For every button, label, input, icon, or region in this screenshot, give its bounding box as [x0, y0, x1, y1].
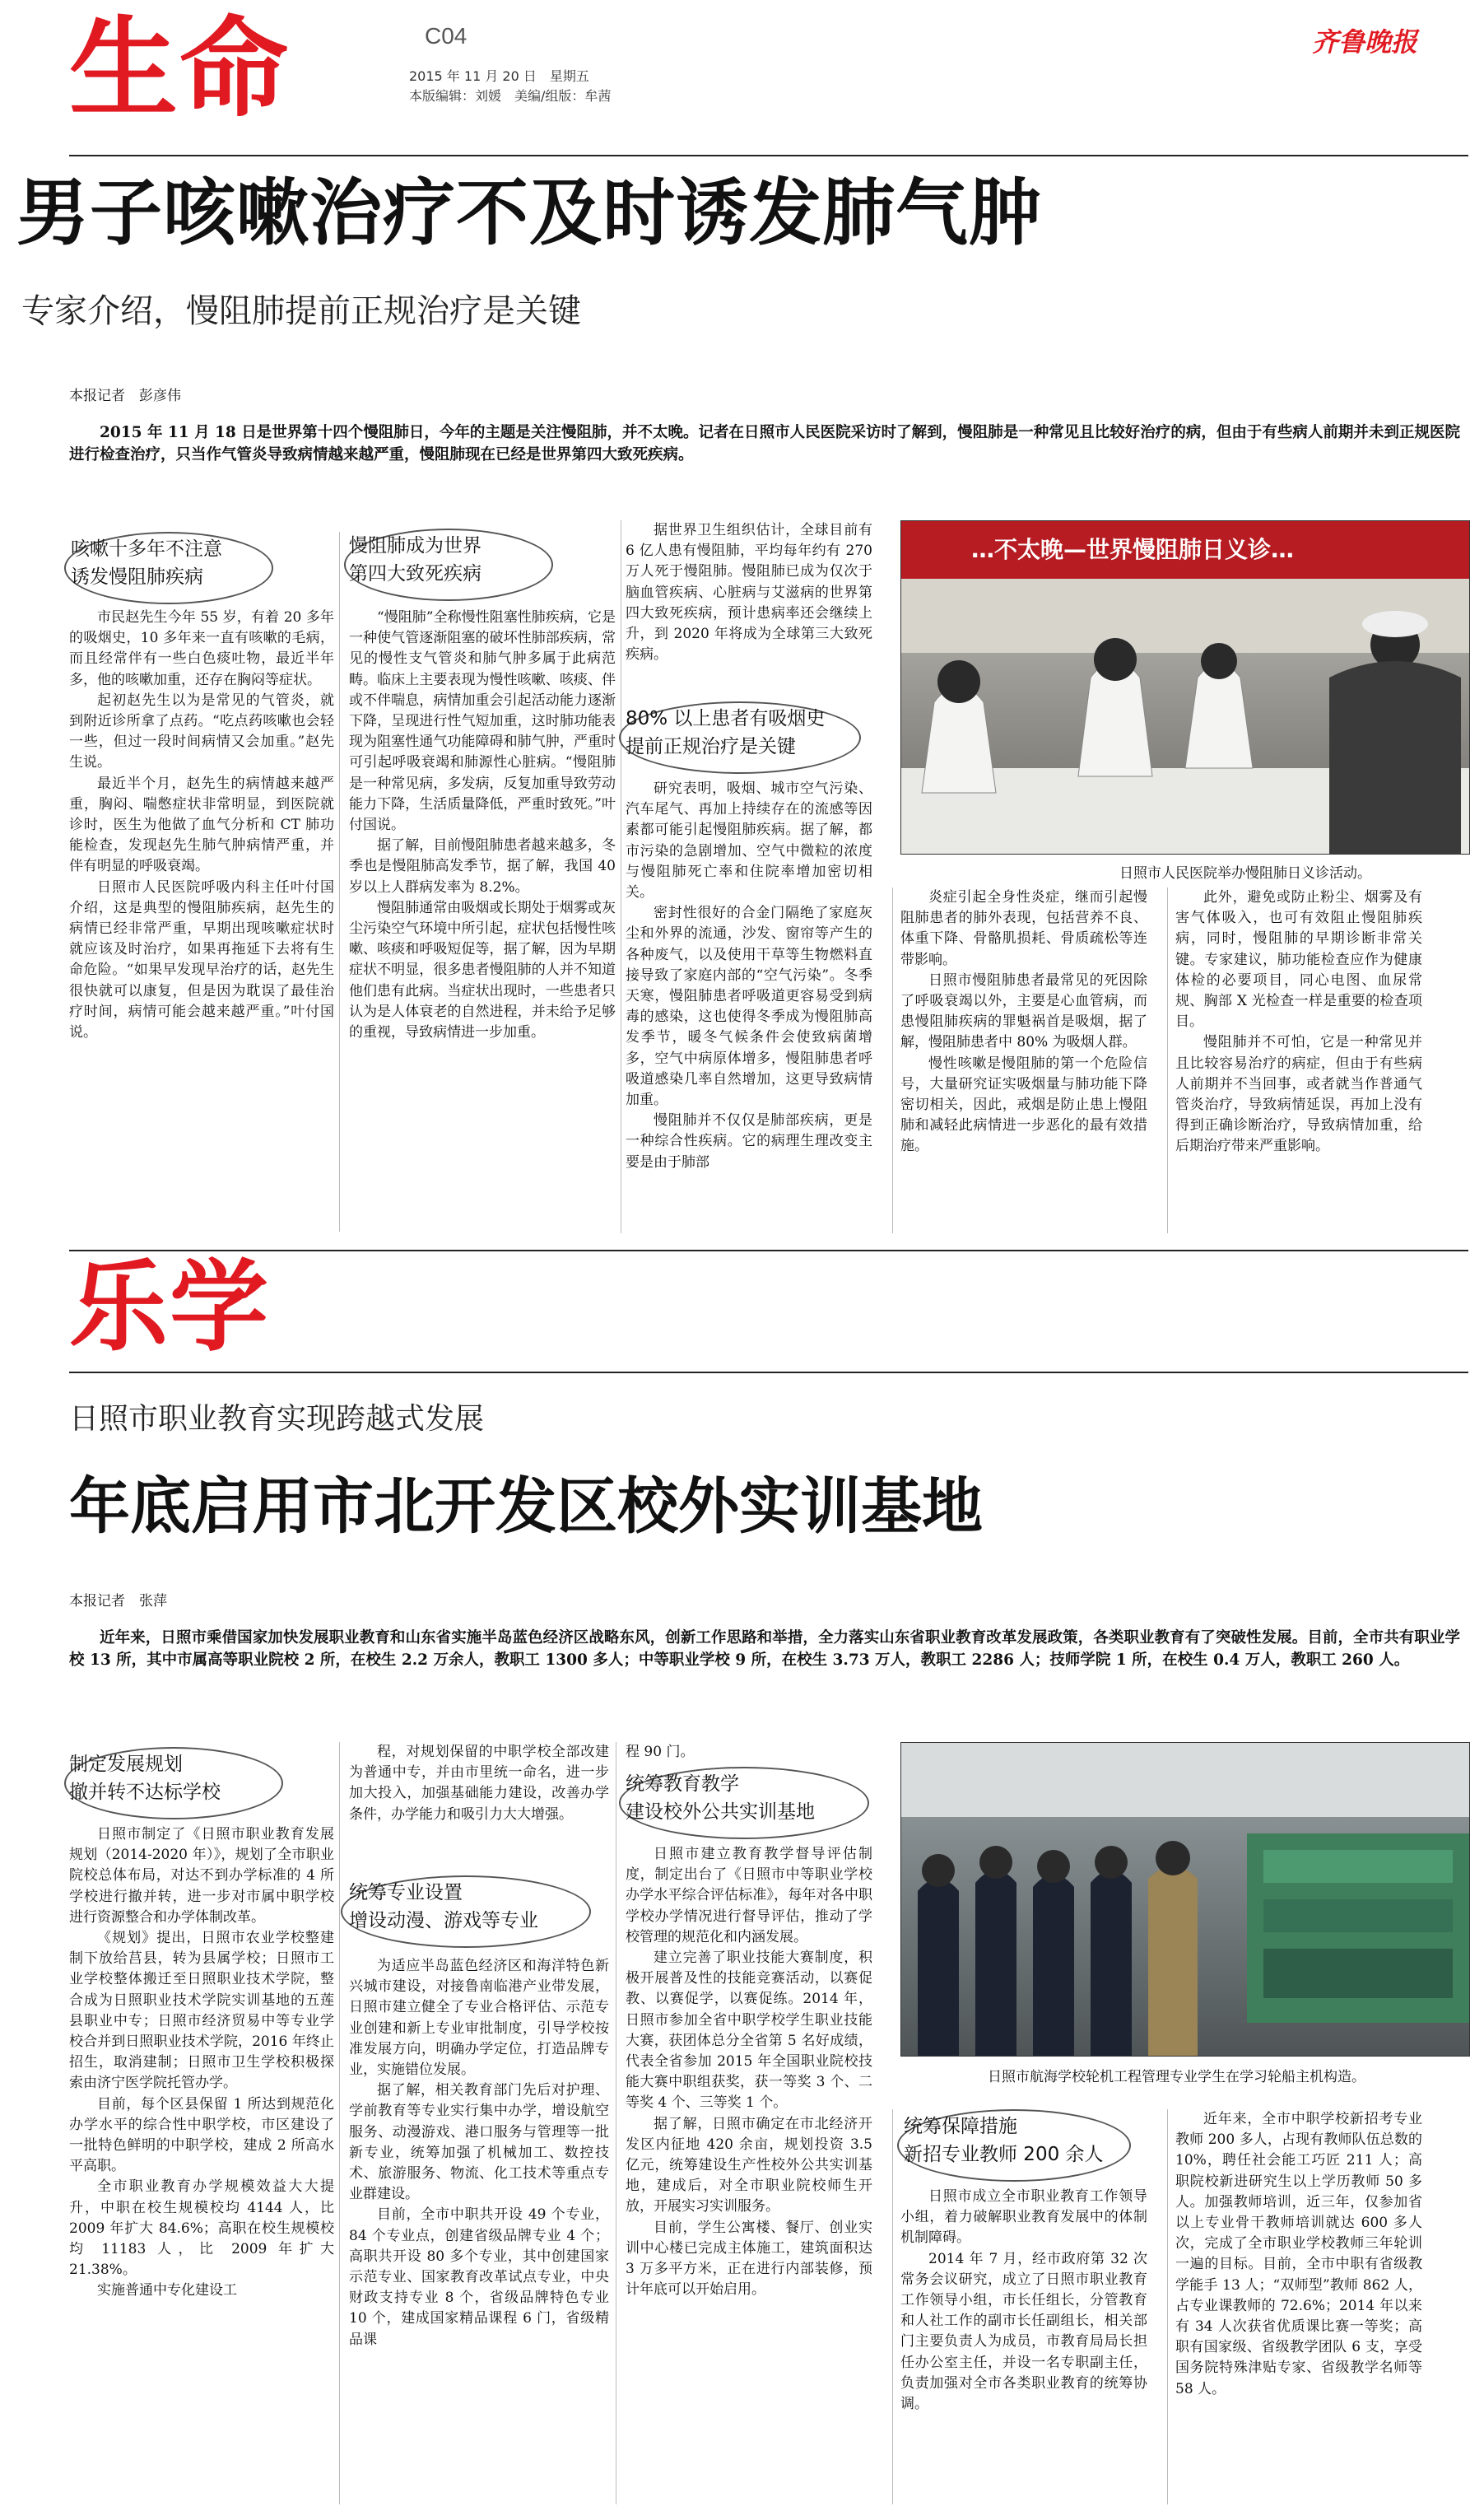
photo-caption: 日照市人民医院举办慢阻肺日义诊活动。 [1119, 865, 1371, 882]
section-rule [69, 1372, 1468, 1373]
section2-col5: 近年来，全市中职学校新招考专业教师 200 多人，占现有教师队伍总数的 10%，聘任社会能工巧匠 211 人；高职院校新进研究生以上学历教师 50 多人。加强教师培训，近三年，仅参加省以上专业骨干教师培训就达 600 多人次，完成了全市职业学校教师三年轮训一遍的目标。目前，全市中职有省级教学能手 13 人；“双师型”教师 862 人，占专业课教师的 72.6%；2014 年以来有 34 人次获省优质课比赛一等奖；高职有国家级、省级教学团队 6 支，享受国务院特殊津贴专家、省级教学名师等 58 人。 [1175, 2111, 1422, 2397]
column-divider [1167, 2109, 1168, 2504]
section2-subhead-4: 统筹保障措施 新招专业教师 200 余人 [904, 2116, 1104, 2165]
photo-banner-text: …不太晚—世界慢阻肺日义诊… [971, 536, 1295, 563]
section2-lead: 近年来，日照市乘借国家加快发展职业教育和山东省实施半岛蓝色经济区战略东风，创新工作思路和举措，全力落实山东省职业教育改革发展政策，各类职业教育有了突破性发展。目前，全市共有职业学校 13 所，其中市属高等职业院校 2 所，在校生 2.2 万余人，教职工 1300 多人；中等职业学校 9 所，在校生 3.73 万人，教职工 2286 人；技师学院 1 所，在校生 0.4 万人，教职工 260 人。 [69, 1629, 1460, 1669]
section2-subhead-3: 统筹教育教学 建设校外公共实训基地 [626, 1773, 815, 1823]
column-divider [892, 2109, 893, 2504]
section-title-learning: 乐学 [69, 1251, 270, 1365]
article1-subhead-1: 咳嗽十多年不注意 诱发慢阻肺疾病 [71, 538, 222, 588]
article1-headline: 男子咳嗽治疗不及时诱发肺气肿 [16, 170, 1043, 255]
section-title-life: 生命 [69, 6, 290, 133]
article1-col2: “慢阻肺”全称慢性阻塞性肺疾病，它是一种使气管逐渐阻塞的破坏性肺部疾病，常见的慢性支气管炎和肺气肿多属于此病范畴。临床上主要表现为慢性咳嗽、咳痰、伴或不伴喘息，病情加重会引起活动能力逐渐下降，呈现进行性气短加重，这时肺功能表现为阻塞性通气功能障碍和肺气肿，严重时可引起呼吸衰竭和肺源性心脏病。“慢阻肺是一种常见病，多发病，反复加重导致劳动能力下降，生活质量降低，严重时致死。”叶付国说。 据了解，目前慢阻肺患者越来越多，冬季也是慢阻肺高发季节，据了解，我国 40 岁以上人群病发率为 8.2%。 慢阻肺通常由吸烟或长期处于烟雾或灰尘污染空气环境中所引起，症状包括慢性咳嗽、咳痰和呼吸短促等，据了解，因为早期症状不明显，很多患者慢阻肺的人并不知道他们患有此病。当症状出现时，一些患者只认为是人体衰老的自然进程，并未给予足够的重视，导致病情进一步加重。 [349, 609, 616, 1041]
section-rule [69, 1250, 1468, 1251]
article1-col3-body: 研究表明，吸烟、城市空气污染、汽车尾气、再加上持续存在的流感等因素都可能引起慢阻肺疾病。据了解，都市污染的急剧增加、空气中微粒的浓度与慢阻肺死亡率和住院率增加密切相关。 密封性很好的合金门隔绝了家庭灰尘和外界的流通，沙发、窗帘等产生的各种废气，以及使用干草等生物燃料直接导致了家庭内部的“空气污染”。冬季天寒，慢阻肺患者呼吸道更容易受到病毒的感染，这也使得冬季成为慢阻肺高发季节，暖冬气候条件会使致病菌增多，空气中病原体增多，慢阻肺患者呼吸道感染几率自然增加，这更导致病情加重。 慢阻肺并不仅仅是肺部疾病，更是一种综合性疾病。它的病理生理改变主要是由于肺部 [626, 780, 872, 1171]
article1-col5: 此外，避免或防止粉尘、烟雾及有害气体吸入，也可有效阻止慢阻肺疾病，同时，慢阻肺的早期诊断非常关键。专家建议，肺功能检查应作为健康体检的必要项目，同心电图、血尿常规、胸部 X 光检查一样是重要的检查项目。 慢阻肺并不可怕，它是一种常见并且比较容易治疗的病症，但由于有些病人前期并不当回事，或者就当作普通气管炎治疗，导致病情延误，再加上没有得到正确诊断治疗，导致病情加重，给后期治疗带来严重影响。 [1175, 889, 1422, 1155]
page-number: C04 [425, 23, 468, 49]
article1-col3-top: 据世界卫生组织估计，全球目前有 6 亿人患有慢阻肺，平均每年约有 270 万人死于慢阻肺。慢阻肺已成为仅次于脑血管疾病、心脏病与艾滋病的世界第四大致死疾病，预计患病率还会继续上升，到 2020 年将成为全球第三大致死疾病。 [626, 522, 872, 664]
photo-engine-training [900, 1742, 1470, 2057]
article1-subhead-3: 80% 以上患者有吸烟史 提前正规治疗是关键 [626, 708, 826, 757]
section2-pre-headline: 日照市职业教育实现跨越式发展 [69, 1402, 485, 1436]
section2-headline: 年底启用市北开发区校外实训基地 [69, 1471, 983, 1542]
column-divider [339, 1742, 340, 2504]
article1-lead: 2015 年 11 月 18 日是世界第十四个慢阻肺日，今年的主题是关注慢阻肺，并不太晚。记者在日照市人民医院采访时了解到，慢阻肺是一种常见且比较好治疗的病，但由于有些病人前期并未到正规医院进行检查治疗，只当作气管炎导致病情越来越严重，慢阻肺现在已经是世界第四大致死疾病。 [69, 424, 1460, 464]
column-divider [1167, 887, 1168, 1233]
section2-col2-body: 为适应半岛蓝色经济区和海洋特色新兴城市建设，对接鲁南临港产业带发展，日照市建立健全了专业合格评估、示范专业创建和新上专业审批制度，引导学校按准发展方向，明确办学定位，打造品牌专业，实施错位发展。 据了解，相关教育部门先后对护理、学前教育等专业实行集中办学，增设航空服务、动漫游戏、港口服务与管理等一批新专业，统筹加强了机械加工、数控技术、旅游服务、物流、化工技术等重点专业群建设。 目前，全市中职共开设 49 个专业，84 个专业点，创建省级品牌专业 4 个；高职共开设 80 多个专业，其中创建国家示范专业、国家教育改革试点专业，中央财政支持专业 8 个，省级品牌特色专业 10 个，建成国家精品课程 6 门，省级精品课 [349, 1958, 609, 2348]
article1-col4: 炎症引起全身性炎症，继而引起慢阻肺患者的肺外表现，包括营养不良、体重下降、骨骼肌损耗、骨质疏松等连带影响。 日照市慢阻肺患者最常见的死因除了呼吸衰竭以外，主要是心血管病，而患慢阻肺疾病的罪魁祸首是吸烟，据了解，慢阻肺患者中 80% 为吸烟人群。 慢性咳嗽是慢阻肺的第一个危险信号，大量研究证实吸烟量与肺功能下降密切相关，因此，戒烟是防止患上慢阻肺和减轻此病情进一步恶化的最有效措施。 [900, 889, 1147, 1155]
section2-byline: 本报记者 张萍 [69, 1593, 167, 1610]
date-line: 2015 年 11 月 20 日 星期五 [409, 68, 589, 84]
editors-line: 本版编辑：刘媛 美编/组版：牟茜 [409, 88, 612, 104]
article1-subheadline: 专家介绍，慢阻肺提前正规治疗是关键 [21, 292, 581, 330]
section2-subhead-1: 制定发展规划 撤并转不达标学校 [69, 1754, 221, 1803]
section2-col2-top: 程，对规划保留的中职学校全部改建为普通中专，并由市里统一命名，进一步加大投入，加强基础能力建设，改善办学条件，办学能力和吸引力大大增强。 [349, 1744, 609, 1823]
masthead-rule [69, 155, 1468, 156]
column-divider [892, 887, 893, 1233]
section2-col3-body: 日照市建立教育教学督导评估制度，制定出台了《日照市中等职业学校办学水平综合评估标准》，每年对各中职学校办学情况进行督导评估，推动了学校管理的规范化和内涵发展。 建立完善了职业技能大赛制度，积极开展普及性的技能竞赛活动，以赛促教、以赛促学，以赛促练。2014 年，日照市参加全省中职学校学生职业技能大赛，获团体总分全省第 5 名好成绩，代表全省参加 2015 年全国职业院校技能大赛中职组获奖，获一等奖 3 个、二等奖 4 个、三等奖 1 个。 据了解，日照市确定在市北经济开发区内征地 420 余亩，规划投资 3.5 亿元，统筹建设生产性校外公共实训基地，建成后，对全市职业院校师生开放，开展实习实训服务。 目前，学生公寓楼、餐厅、创业实训中心楼已完成主体施工，建筑面积达 3 万多平方米，正在进行内部装修，预计年底可以开始启用。 [626, 1846, 872, 2299]
article1-byline: 本报记者 彭彦伟 [69, 388, 181, 404]
section2-subhead-2: 统筹专业设置 增设动漫、游戏等专业 [349, 1882, 538, 1931]
article1-col1: 市民赵先生今年 55 岁，有着 20 多年的吸烟史，10 多年来一直有咳嗽的毛病，而且经常伴有一些白色痰吐物，最近半年多，他的咳嗽加重，还存在胸闷等症状。 起初赵先生以为是常见的气管炎，就到附近诊所拿了点药。“吃点药咳嗽也会轻一些，但过一段时间病情又会加重。”赵先生说。 最近半个月，赵先生的病情越来越严重，胸闷、喘憋症状非常明显，到医院就诊时，医生为他做了血气分析和 CT 肺功能检查，发现赵先生肺气肿病情严重，并伴有明显的呼吸衰竭。 日照市人民医院呼吸内科主任叶付国介绍，这是典型的慢阻肺疾病，赵先生的病情已经非常严重，早期出现咳嗽症状时就应该及时治疗，如果再拖延下去将有生命危险。“如果早发现早治疗的话，赵先生很快就可以康复，但是因为耽误了最佳治疗时间，病情可能会越来越严重。”叶付国说。 [69, 609, 334, 1041]
newspaper-logo: 齐鲁晚报 [1312, 26, 1418, 58]
section2-col3-top: 程 90 门。 [626, 1744, 695, 1760]
photo-clinic-event [900, 520, 1470, 855]
column-divider [339, 532, 340, 1232]
section2-col1: 日照市制定了《日照市职业教育发展规划（2014-2020 年）》，规划了全市职业院校总体布局，对达不到办学标准的 4 所学校进行撤并转，进一步对市属中职学校进行资源整合和办学体制改革。 《规划》提出，日照市农业学校整建制下放给莒县，转为县属学校；日照市工业学校整体搬迁至日照职业技术学院，整合成为日照职业技术学院实训基地的五莲县职业中专；日照市经济贸易中等专业学校合并到日照职业技术学院，2016 年终止招生，取消建制；日照市卫生学校积极探索由济宁医学院托管办学。 目前，每个区县保留 1 所达到规范化办学水平的综合性中职学校，市区建设了一批特色鲜明的中职学校，建成 2 所高水平高职。 全市职业教育办学规模效益大大提升，中职在校生规模校均 4144 人，比 2009 年扩大 84.6%；高职在校生规模校均 11183 人，比 2009 年扩大 21.38%。 实施普通中专化建设工 [69, 1826, 334, 2299]
section2-col4: 日照市成立全市职业教育工作领导小组，着力破解职业教育发展中的体制机制障碍。 2014 年 7 月，经市政府第 32 次常务会议研究，成立了日照市职业教育工作领导小组，市长任组长，分管教育和人社工作的副市长任副组长，相关部门主要负责人为成员，市教育局局长担任办公室主任，并设一名专职副主任，负责加强对全市各类职业教育的统筹协调。 [900, 2188, 1147, 2413]
article1-subhead-2: 慢阻肺成为世界 第四大致死疾病 [349, 535, 481, 585]
photo-caption: 日照市航海学校轮机工程管理专业学生在学习轮船主机构造。 [988, 2069, 1365, 2085]
